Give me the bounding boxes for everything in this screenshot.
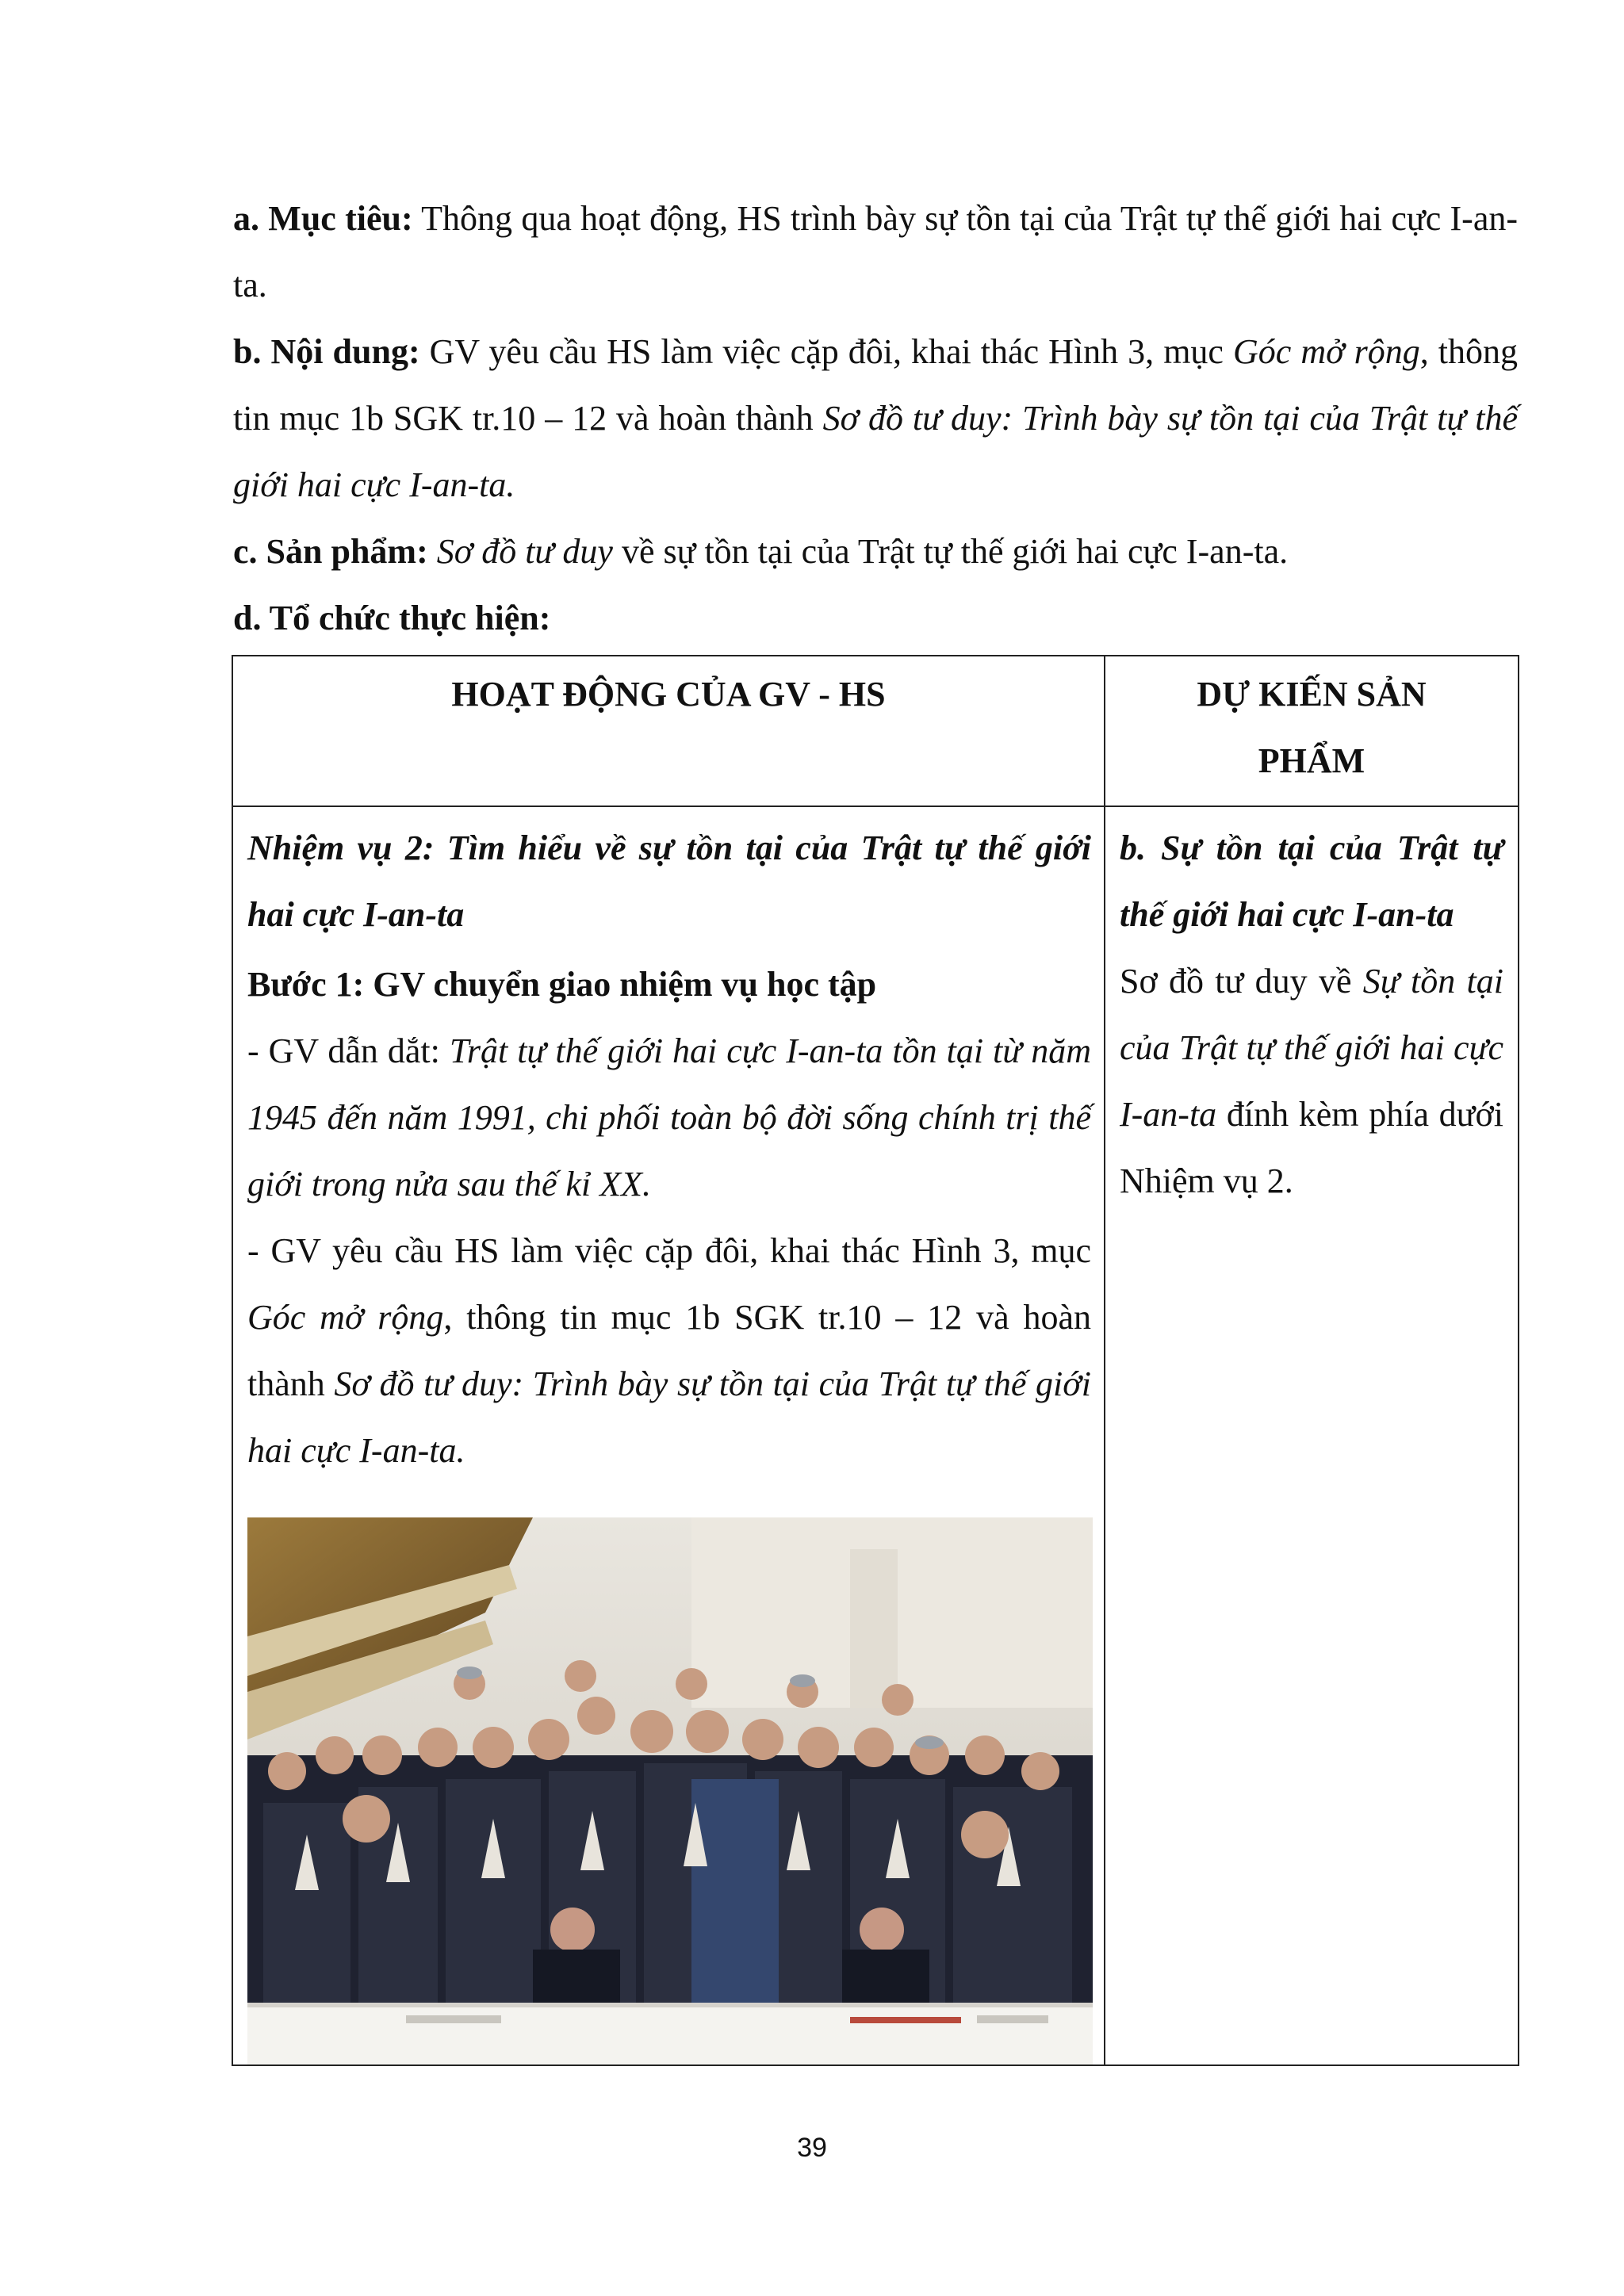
header-right-line2: PHẨM: [1258, 741, 1365, 780]
section-b-content: [233, 319, 1518, 519]
section-b-ital2: Sơ đồ tư duy: Trình bày sự tồn tại của Trật tự thế giới hai cực I-an-ta.: [233, 399, 1518, 504]
header-right-line1: DỰ KIẾN SẢN: [1197, 675, 1427, 714]
activity-table: [232, 655, 1519, 2066]
section-b-text2: , thông tin mục 1b SGK tr.10 – 12 và hoàn thành: [233, 332, 1518, 438]
teacher-request: [247, 1218, 1091, 1484]
teacher-request-text2: , thông tin mục 1b SGK tr.10 – 12 và hoàn thành: [247, 1298, 1091, 1403]
section-a-text: Thông qua hoạt động, HS trình bày sự tồn tại của Trật tự thế giới hai cực I-an-ta.: [233, 199, 1519, 304]
product-ital: Sự tồn tại của Trật tự thế giới hai cực I-an-ta: [1120, 962, 1504, 1134]
header-expected-product: [1105, 656, 1519, 806]
section-c-product: [233, 519, 1518, 585]
teacher-lead: [247, 1018, 1091, 1218]
teacher-request-ital2: Sơ đồ tư duy: Trình bày sự tồn tại của Trật tự thế giới hai cực I-an-ta.: [247, 1364, 1091, 1470]
task-title: Nhiệm vụ 2: Tìm hiểu về sự tồn tại của Trật tự thế giới hai cực I-an-ta: [247, 828, 1091, 934]
section-b-ital1: Góc mở rộng: [1232, 332, 1420, 371]
table-header-row: [232, 656, 1519, 806]
teacher-lead-prefix: - GV dẫn dắt:: [247, 1031, 450, 1070]
section-d-label: d. Tổ chức thực hiện:: [233, 599, 551, 637]
section-a-objective: [233, 186, 1518, 319]
page-number: 39: [797, 2133, 827, 2163]
section-d-organization: [233, 585, 1518, 652]
product-title: b. Sự tồn tại của Trật tự thế giới hai cực I-an-ta: [1120, 828, 1503, 934]
product-text1: Sơ đồ tư duy về: [1120, 962, 1363, 1001]
product-description: [1120, 948, 1503, 1215]
table-body-row: [232, 806, 1519, 2065]
header-activities: [232, 656, 1105, 806]
section-c-text: về sự tồn tại của Trật tự thế giới hai cực I-an-ta.: [612, 532, 1289, 571]
treaty-signing-photo: [247, 1517, 1093, 2064]
section-c-label: c. Sản phẩm:: [233, 532, 428, 571]
section-a-label: a. Mục tiêu:: [233, 199, 413, 238]
teacher-request-ital1: Góc mở rộng: [247, 1298, 444, 1337]
expected-product-cell: [1105, 806, 1519, 2065]
product-text2: đính kèm phía dưới Nhiệm vụ 2.: [1120, 1095, 1503, 1200]
section-b-label: b. Nội dung:: [233, 332, 420, 371]
activities-cell: [232, 806, 1105, 2065]
header-activities-label: HOẠT ĐỘNG CỦA GV - HS: [451, 675, 886, 714]
teacher-request-text1: - GV yêu cầu HS làm việc cặp đôi, khai thác Hình 3, mục: [247, 1231, 1091, 1270]
step-1-title: Bước 1: GV chuyển giao nhiệm vụ học tập: [247, 965, 877, 1004]
teacher-lead-text: Trật tự thế giới hai cực I-an-ta tồn tại từ năm 1945 đến năm 1991, chi phối toàn bộ đời sống chính trị thế giới trong nửa sau thế kỉ XX.: [247, 1031, 1092, 1203]
section-c-ital: Sơ đồ tư duy: [427, 532, 613, 571]
section-b-text1: GV yêu cầu HS làm việc cặp đôi, khai thác Hình 3, mục: [419, 332, 1233, 371]
header-expected-product-label: [1105, 656, 1518, 794]
